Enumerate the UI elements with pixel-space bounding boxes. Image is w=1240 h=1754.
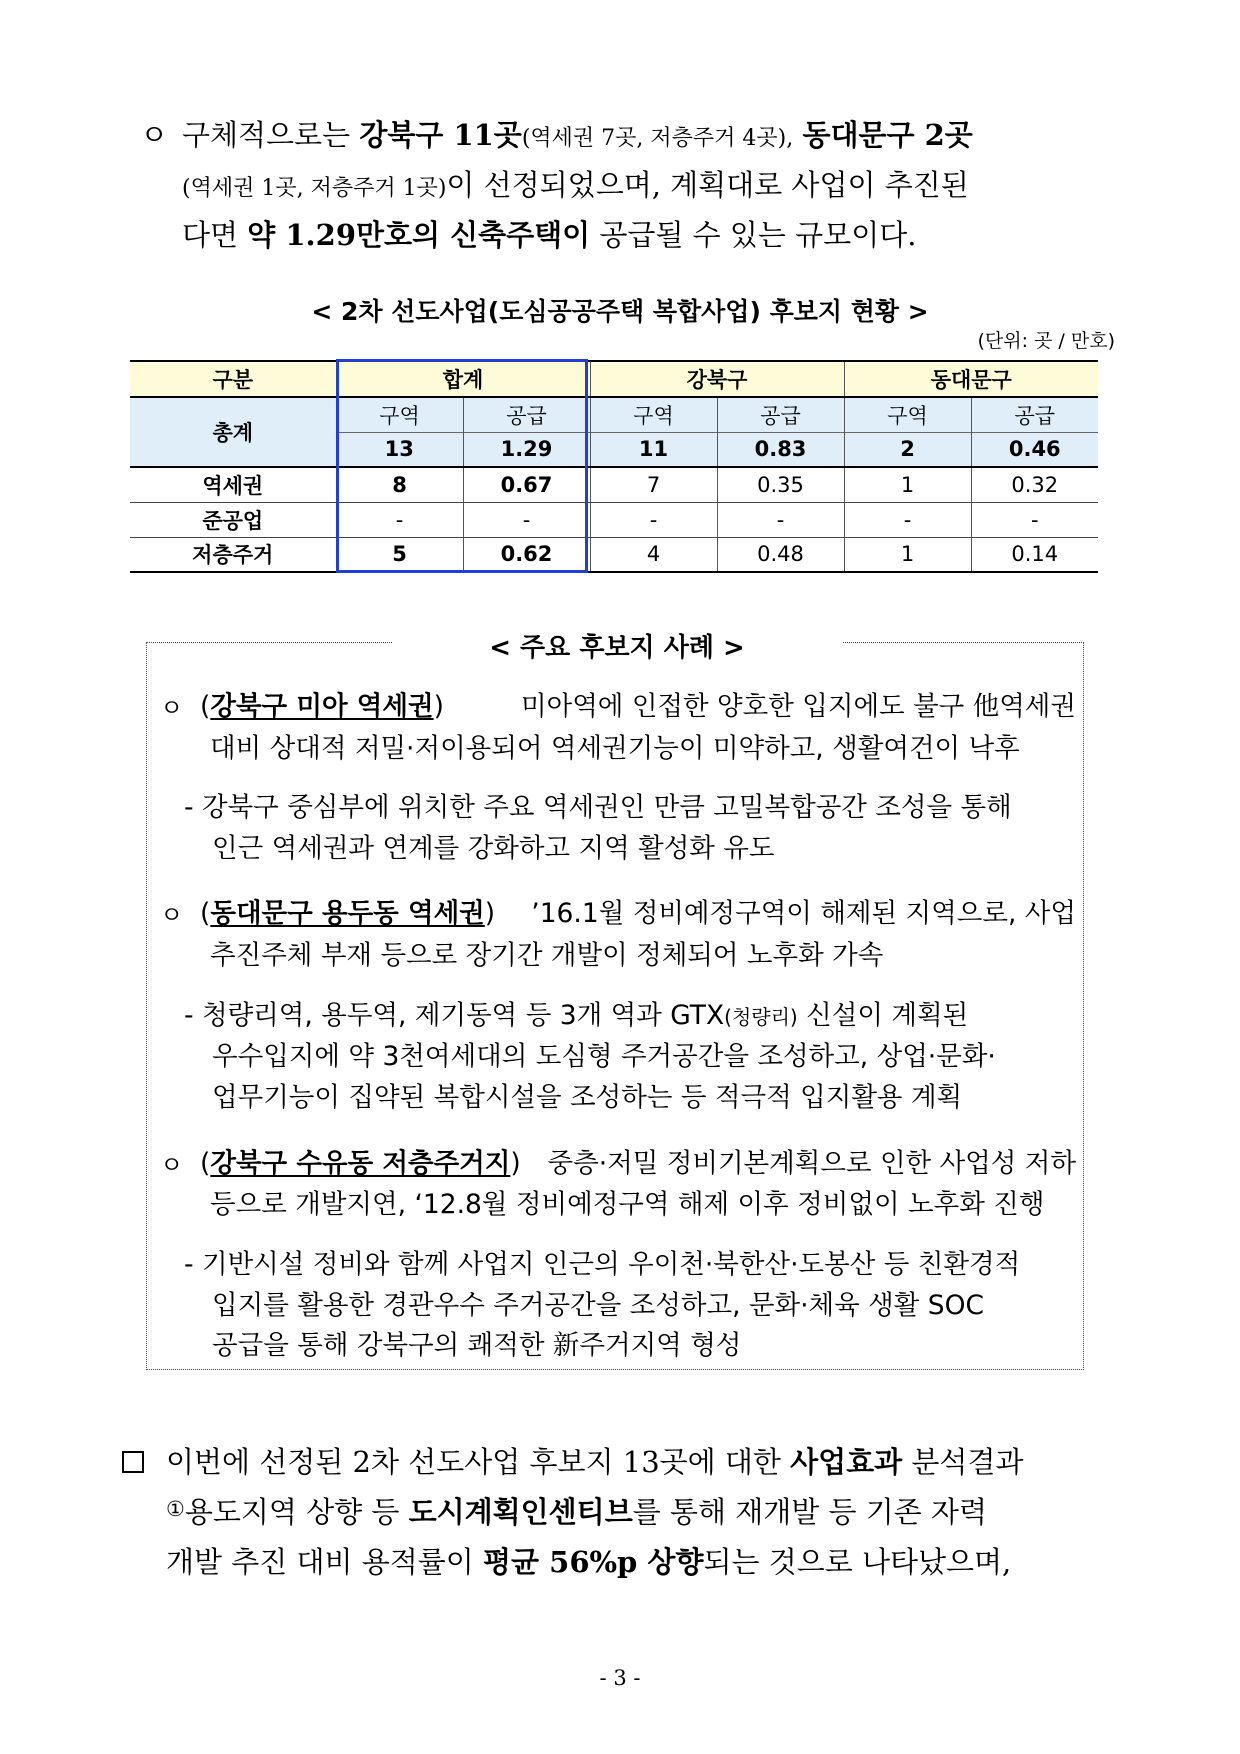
- subheader-cell: 구역: [590, 397, 717, 432]
- sum-column-highlight: [336, 359, 588, 573]
- row-label: 준공업: [202, 508, 264, 533]
- para2-l3-bold: 평균 56%p 상향: [483, 1545, 704, 1579]
- case3-line2: 등으로 개발지연, ‘12.8월 정비예정구역 해제 이후 정비없이 노후화 진행: [210, 1189, 1045, 1220]
- para1-l2-detail: (역세권 1곳, 저층주거 1곳): [182, 176, 447, 201]
- table-cell: -: [336, 502, 463, 537]
- para2-l1-text: 이번에 선정된 2차 선도사업 후보지 13곳에 대한: [166, 1445, 781, 1479]
- para1-l1-text: 구체적으로는: [182, 118, 351, 152]
- header-gangbuk: 강북구: [590, 361, 844, 397]
- case3-sub2: 입지를 활용한 경관우수 주거공간을 조성하고, 문화·체육 생활 SOC: [212, 1290, 984, 1321]
- case2-sub3: 업무기능이 집약된 복합시설을 조성하는 등 적극적 입지활용 계획: [212, 1082, 963, 1113]
- table-row: [130, 502, 1098, 537]
- case1-sub2: 인근 역세권과 연계를 강화하고 지역 활성화 유도: [212, 833, 775, 864]
- table-cell: 0.62: [463, 537, 590, 572]
- case2-sub2: 우수입지에 약 3천여세대의 도심형 주거공간을 조성하고, 상업·문화·: [212, 1041, 996, 1072]
- para2-l1-bold: 사업효과: [790, 1445, 903, 1479]
- table-cell: 0.83: [717, 432, 844, 467]
- para1-l3-text1: 다면: [182, 218, 239, 252]
- subheader-cell: 공급: [463, 397, 590, 432]
- case3-bullet: ㅇ: [160, 1151, 184, 1179]
- case1-line2: 대비 상대적 저밀·저이용되어 역세권기능이 미약하고, 생활여건이 낙후: [210, 733, 1020, 764]
- table-cell: 8: [336, 467, 463, 502]
- para2-l1-tail: 분석결과: [911, 1445, 1024, 1479]
- table-cell: 4: [590, 537, 717, 572]
- table-cell: -: [463, 502, 590, 537]
- table-cell: -: [971, 502, 1098, 537]
- page-number: - 3 -: [599, 1666, 641, 1690]
- candidate-status-table: [130, 360, 1098, 573]
- para1-line2: [182, 163, 969, 204]
- table-cell: 2: [844, 432, 971, 467]
- table-cell: 1: [844, 537, 971, 572]
- case2-sub1-small: (청량리): [724, 1005, 798, 1029]
- table-cell: -: [590, 502, 717, 537]
- table-cell: -: [844, 502, 971, 537]
- case1-line1: (강북구 미아 역세권) 미아역에 인접한 양호한 입지에도 불구 他역세권: [200, 684, 1076, 723]
- circled-one: ①: [166, 1497, 185, 1521]
- para1-l3-bold: 약 1.29만호의 신축주택이: [247, 218, 591, 252]
- subheader-cell: 구역: [336, 397, 463, 432]
- table-cell: 1.29: [463, 432, 590, 467]
- case2-line1: (동대문구 용두동 역세권) ’16.1월 정비예정구역이 해제된 지역으로, 사업: [200, 891, 1076, 930]
- table-cell: 13: [384, 437, 414, 462]
- para2-l2-text: 용도지역 상향 등: [184, 1495, 400, 1529]
- total-label: 총계: [130, 397, 336, 467]
- table-title: < 2차 선도사업(도심공공주택 복합사업) 후보지 현황 >: [311, 297, 929, 326]
- para1-line1: [182, 113, 973, 154]
- case1-bullet: ㅇ: [160, 694, 184, 722]
- header-sum: 합계: [336, 361, 590, 397]
- table-cell: 0.14: [971, 537, 1098, 572]
- table-row: [130, 467, 1098, 502]
- para2-line1: [166, 1440, 1023, 1481]
- case2-line2: 추진주체 부재 등으로 장기간 개발이 정체되어 노후화 가속: [210, 940, 884, 971]
- case2-sub1-tail: 신설이 계획된: [806, 1000, 969, 1031]
- table-unit: (단위: 곳 / 만호): [977, 330, 1115, 352]
- table-cell: 0.48: [717, 537, 844, 572]
- case2-bullet: ㅇ: [160, 901, 184, 929]
- header-dongdaemun: 동대문구: [844, 361, 1098, 397]
- table-cell: 1: [844, 467, 971, 502]
- table-cell: 0.35: [717, 467, 844, 502]
- case3-sub3: 공급을 통해 강북구의 쾌적한 新주거지역 형성: [212, 1330, 742, 1361]
- case2-sub1-text: - 청량리역, 용두역, 제기동역 등 3개 역과 GTX: [184, 1000, 725, 1031]
- case2-name: 동대문구 용두동 역세권: [210, 898, 485, 929]
- subheader-cell: 구역: [844, 397, 971, 432]
- case3-l1-text: 중층·저밀 정비기본계획으로 인한 사업성 저하: [547, 1148, 1076, 1179]
- case1-sub1: - 강북구 중심부에 위치한 주요 역세권인 만큼 고밀복합공간 조성을 통해: [184, 792, 1012, 823]
- case3-sub1: - 기반시설 정비와 함께 사업지 인근의 우이천·북한산·도봉산 등 친환경적: [184, 1249, 1021, 1280]
- table-cell: 11: [590, 432, 717, 467]
- case1-l1-text: 미아역에 인접한 양호한 입지에도 불구 他역세권: [521, 691, 1076, 722]
- row-label: 저층주거: [192, 543, 274, 568]
- para1-bullet: ㅇ: [140, 118, 169, 152]
- header-category: 구분: [212, 368, 254, 392]
- para1-l1-detail: (역세권 7곳, 저층주거 4곳),: [521, 126, 794, 151]
- row-label: 역세권: [202, 473, 264, 498]
- table-cell: 7: [590, 467, 717, 502]
- subheader-cell: 공급: [717, 397, 844, 432]
- para1-l1-gangbuk: 강북구 11곳: [359, 118, 522, 152]
- para2-l3-tail: 되는 것으로 나타났으며,: [703, 1545, 1012, 1579]
- para1-l1-dongdaemun: 동대문구 2곳: [802, 118, 973, 152]
- para2-l2-bold: 도시계획인센티브: [408, 1495, 633, 1529]
- case2-l1-text: ’16.1월 정비예정구역이 해제된 지역으로, 사업: [531, 898, 1076, 929]
- para1-l3-text2: 공급될 수 있는 규모이다.: [599, 218, 917, 252]
- para2-line3: [166, 1540, 1011, 1581]
- table-cell: 5: [336, 537, 463, 572]
- para2-l2-tail: 를 통해 재개발 등 기존 자력: [632, 1495, 987, 1529]
- table-cell: 0.46: [971, 432, 1098, 467]
- case3-name: 강북구 수유동 저층주거지: [210, 1148, 511, 1179]
- table-cell: 0.67: [463, 467, 590, 502]
- table-cell: 0.32: [971, 467, 1098, 502]
- table-cell: -: [717, 502, 844, 537]
- case1-name: 강북구 미아 역세권: [210, 691, 434, 722]
- para2-line2: [166, 1490, 987, 1531]
- case-box-title: < 주요 후보지 사례 >: [392, 627, 842, 664]
- case3-line1: (강북구 수유동 저층주거지) 중층·저밀 정비기본계획으로 인한 사업성 저하: [200, 1141, 1076, 1180]
- para1-line3: [182, 213, 916, 254]
- table-subheader-row: [130, 397, 1098, 432]
- para1-l2-text: 이 선정되었으며, 계획대로 사업이 추진된: [446, 168, 969, 202]
- checkbox-square-icon: [122, 1451, 144, 1473]
- table-header-row: [130, 361, 1098, 397]
- subheader-cell: 공급: [971, 397, 1098, 432]
- table-row: [130, 537, 1098, 572]
- para2-l3-text: 개발 추진 대비 용적률이: [166, 1545, 474, 1579]
- case2-sub1: [184, 993, 968, 1032]
